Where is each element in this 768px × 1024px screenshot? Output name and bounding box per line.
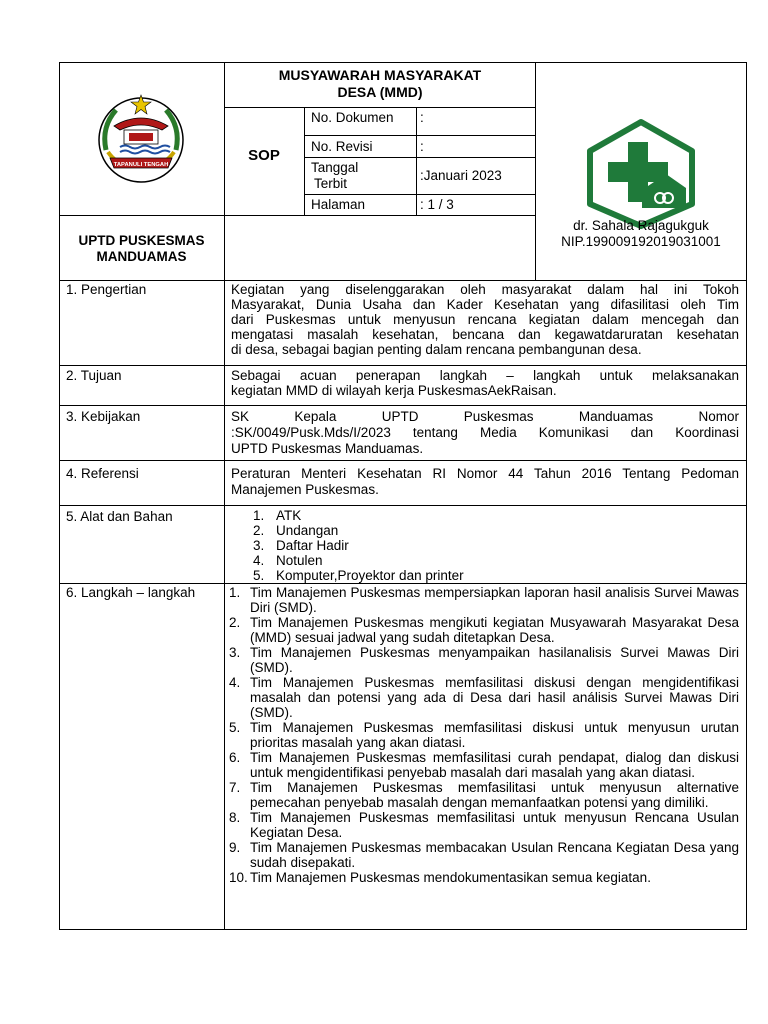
list-text: Tim Manajemen Puskesmas mengikuti kegiatan Musyawarah Masyarakat Desa (MMD) sesuai jadwal yang sudah ditetapkan Desa.	[250, 615, 739, 645]
list-item	[229, 585, 739, 615]
document-title-line2: DESA (MMD)	[337, 84, 423, 100]
field-label-no-dokumen: No. Dokumen	[311, 110, 394, 125]
list-item	[253, 523, 733, 538]
list-text: Komputer,Proyektor dan printer	[276, 568, 464, 583]
field-label-tanggal-terbit-line1: Tanggal	[311, 160, 359, 175]
body-line: Kegiatan yang diselenggarakan oleh masyarakat dalam hal ini Tokoh	[231, 282, 739, 297]
body-line: Manajemen Puskesmas.	[231, 482, 379, 497]
list-item	[229, 840, 739, 870]
list-number: 2.	[229, 615, 241, 630]
list-number: 2.	[253, 523, 265, 538]
field-value-halaman: : 1 / 3	[420, 197, 454, 212]
body-line: Peraturan Menteri Kesehatan RI Nomor 44 Tahun 2016 Tentang Pedoman	[231, 466, 739, 481]
list-item	[253, 538, 733, 553]
list-number: 5.	[229, 720, 241, 735]
body-line: kegiatan MMD di wilayah kerja PuskesmasAekRaisan.	[231, 383, 557, 398]
list-item	[229, 675, 739, 720]
field-label-halaman: Halaman	[311, 197, 366, 212]
section-label-tujuan: 2. Tujuan	[66, 368, 122, 383]
signer-name: dr. Sahala Rajagukguk	[573, 218, 709, 233]
list-number: 7.	[229, 780, 241, 795]
alat-list	[253, 508, 733, 583]
list-number: 3.	[229, 645, 241, 660]
puskesmas-logo	[582, 118, 700, 230]
list-text: ATK	[276, 508, 302, 523]
list-item	[253, 568, 733, 583]
list-text: Tim Manajemen Puskesmas memfasilitasi diskusi untuk menyusun urutan prioritas masalah yang akan diatasi.	[250, 720, 739, 750]
list-number: 1.	[229, 585, 241, 600]
section-label-kebijakan: 3. Kebijakan	[66, 409, 141, 424]
body-line: Masyarakat, Dunia Usaha dan Kader Kesehatan yang difasilitasi oleh Tim	[231, 297, 739, 312]
list-number: 6.	[229, 750, 241, 765]
list-item	[229, 645, 739, 675]
list-text: Notulen	[276, 553, 323, 568]
list-text: Tim Manajemen Puskesmas memfasilitasi untuk menyusun Rencana Usulan Kegiatan Desa.	[250, 810, 739, 840]
list-text: Undangan	[276, 523, 339, 538]
field-value-tanggal-terbit: :Januari 2023	[420, 168, 502, 183]
list-item	[253, 553, 733, 568]
body-line: SK Kepala UPTD Puskesmas Manduamas Nomor	[231, 409, 739, 424]
list-item	[253, 508, 733, 523]
regency-seal-logo	[96, 92, 186, 184]
list-text: Daftar Hadir	[276, 538, 349, 553]
list-item	[229, 810, 739, 840]
langkah-list	[229, 585, 739, 885]
list-number: 1.	[253, 508, 265, 523]
sop-label: SOP	[248, 147, 280, 164]
list-number: 9.	[229, 840, 241, 855]
list-text: Tim Manajemen Puskesmas memfasilitasi untuk menyusun alternative pemecahan penyebab masalah dengan memanfaatkan potensi yang dimiliki.	[250, 780, 739, 810]
body-line: Sebagai acuan penerapan langkah – langkah untuk melaksanakan	[231, 368, 739, 383]
body-line: mengatasi masalah kesehatan, bencana dan kegawatdaruratan kesehatan	[231, 327, 739, 342]
list-item	[229, 870, 739, 885]
signer-nip: NIP.199009192019031001	[561, 234, 721, 249]
field-label-tanggal-terbit-line2: Terbit	[314, 176, 348, 191]
list-text: Tim Manajemen Puskesmas memfasilitasi curah pendapat, dialog dan diskusi untuk mengidentifikasi penyebab masalah dari masalah yang akan diatasi.	[250, 750, 739, 780]
field-value-no-revisi: :	[420, 139, 424, 154]
list-text: Tim Manajemen Puskesmas mendokumentasikan semua kegiatan.	[250, 870, 651, 885]
list-item	[229, 720, 739, 750]
puskesmas-logo-icon	[582, 118, 700, 230]
tapanuli-tengah-seal-icon	[96, 92, 186, 184]
section-label-referensi: 4. Referensi	[66, 466, 139, 481]
field-value-no-dokumen: :	[420, 110, 424, 125]
list-text: Tim Manajemen Puskesmas membacakan Usulan Rencana Kegiatan Desa yang sudah disepakati.	[250, 840, 739, 870]
list-text: Tim Manajemen Puskesmas mempersiapkan laporan hasil analisis Survei Mawas Diri (SMD).	[250, 585, 739, 615]
list-item	[229, 780, 739, 810]
list-text: Tim Manajemen Puskesmas memfasilitasi diskusi dengan mengidentifikasi masalah dan potensi yang ada di Desa dari hasil análisis Survei Mawas Diri (SMD).	[250, 675, 739, 720]
document-title-line1: MUSYAWARAH MASYARAKAT	[278, 67, 482, 83]
unit-name-line2: MANDUAMAS	[96, 249, 187, 264]
body-line: di desa, sebagai bagian penting dalam rencana pembangunan desa.	[231, 342, 642, 357]
section-label-pengertian: 1. Pengertian	[66, 282, 147, 297]
section-label-alat-dan-bahan: 5. Alat dan Bahan	[66, 509, 173, 524]
list-number: 4.	[253, 553, 265, 568]
list-text: Tim Manajemen Puskesmas menyampaikan hasilanalisis Survei Mawas Diri (SMD).	[250, 645, 739, 675]
section-label-langkah: 6. Langkah – langkah	[66, 585, 196, 600]
list-number: 3.	[253, 538, 265, 553]
list-number: 5.	[253, 568, 265, 583]
body-line: :SK/0049/Pusk.Mds/I/2023 tentang Media Komunikasi dan Koordinasi	[231, 425, 739, 440]
list-item	[229, 750, 739, 780]
body-line: dari Puskesmas untuk menyusun rencana kegiatan dalam mencegah dan	[231, 312, 739, 327]
list-number: 10.	[229, 870, 248, 885]
field-label-no-revisi: No. Revisi	[311, 139, 373, 154]
body-line: UPTD Puskesmas Manduamas.	[231, 441, 424, 456]
list-item	[229, 615, 739, 645]
list-number: 4.	[229, 675, 241, 690]
unit-name-line1: UPTD PUSKESMAS	[78, 233, 205, 248]
svg-text:TAPANULI TENGAH: TAPANULI TENGAH	[113, 162, 169, 168]
list-number: 8.	[229, 810, 241, 825]
